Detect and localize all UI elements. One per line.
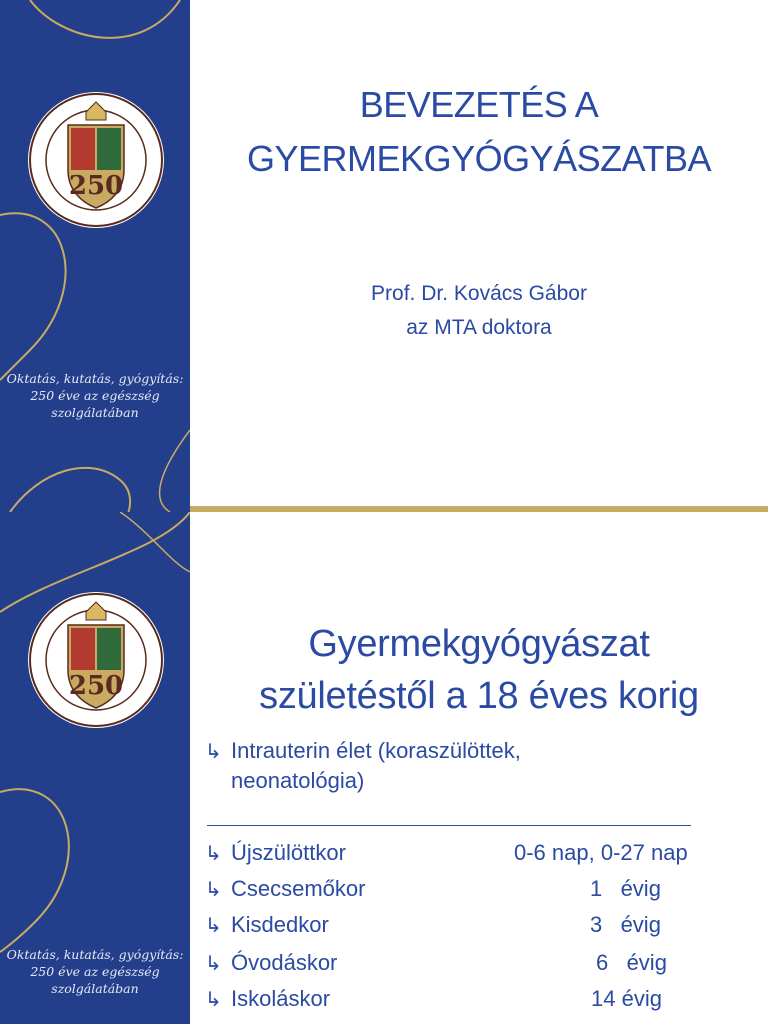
- intro-text-1: Intrauterin élet (koraszülöttek,: [231, 738, 521, 763]
- list-item: [205, 874, 365, 905]
- item-label: Csecsemőkor: [231, 876, 366, 901]
- sidebar: [0, 512, 190, 1024]
- arrow-bullet-icon: ↳: [205, 843, 222, 865]
- item-label: Újszülöttkor: [231, 840, 346, 865]
- item-value: 3 évig: [590, 912, 661, 937]
- title-line-1: Gyermekgyógyászat: [308, 623, 650, 665]
- content-slide: [0, 512, 768, 1024]
- motto-text: Oktatás, kutatás, gyógyítás: 250 éve az egészség szolgálatában: [6, 947, 184, 996]
- university-seal: [26, 90, 166, 230]
- title-line-1: BEVEZETÉS A: [359, 84, 599, 125]
- list-item: [205, 948, 337, 979]
- motto-text: Oktatás, kutatás, gyógyítás: 250 éve az egészség szolgálatában: [6, 371, 184, 420]
- item-label: Iskoláskor: [231, 986, 331, 1011]
- slide-title: [190, 618, 768, 722]
- item-value: 14 évig: [591, 986, 662, 1011]
- list-item: [205, 838, 346, 869]
- item-value: 0-6 nap, 0-27 nap: [514, 840, 688, 865]
- separator-line: [207, 825, 691, 826]
- arrow-bullet-icon: ↳: [205, 989, 222, 1011]
- gold-swirl-decoration: [0, 0, 190, 512]
- arrow-bullet-icon: ↳: [205, 915, 222, 937]
- arrow-bullet-icon: ↳: [205, 879, 222, 901]
- author-title: az MTA doktora: [406, 316, 552, 339]
- author-block: [190, 277, 768, 345]
- item-value: 6 évig: [596, 950, 667, 975]
- list-item: [205, 984, 330, 1015]
- list-item: [205, 910, 329, 941]
- sidebar: [0, 0, 190, 512]
- item-value: 1 évig: [590, 876, 661, 901]
- author-name: Prof. Dr. Kovács Gábor: [371, 282, 587, 305]
- item-label: Kisdedkor: [231, 912, 329, 937]
- presentation-title: [190, 78, 768, 186]
- arrow-bullet-icon: ↳: [205, 741, 222, 763]
- item-label: Óvodáskor: [231, 950, 338, 975]
- title-line-2: születéstől a 18 éves korig: [259, 675, 699, 717]
- svg-text:250: 250: [68, 671, 124, 701]
- intro-continuation: neonatológia): [231, 768, 365, 793]
- title-line-2: GYERMEKGYÓGYÁSZATBA: [247, 138, 711, 179]
- university-seal: [26, 590, 166, 730]
- arrow-bullet-icon: ↳: [205, 953, 222, 975]
- svg-text:250: 250: [68, 171, 124, 201]
- intro-bullet: [205, 736, 521, 767]
